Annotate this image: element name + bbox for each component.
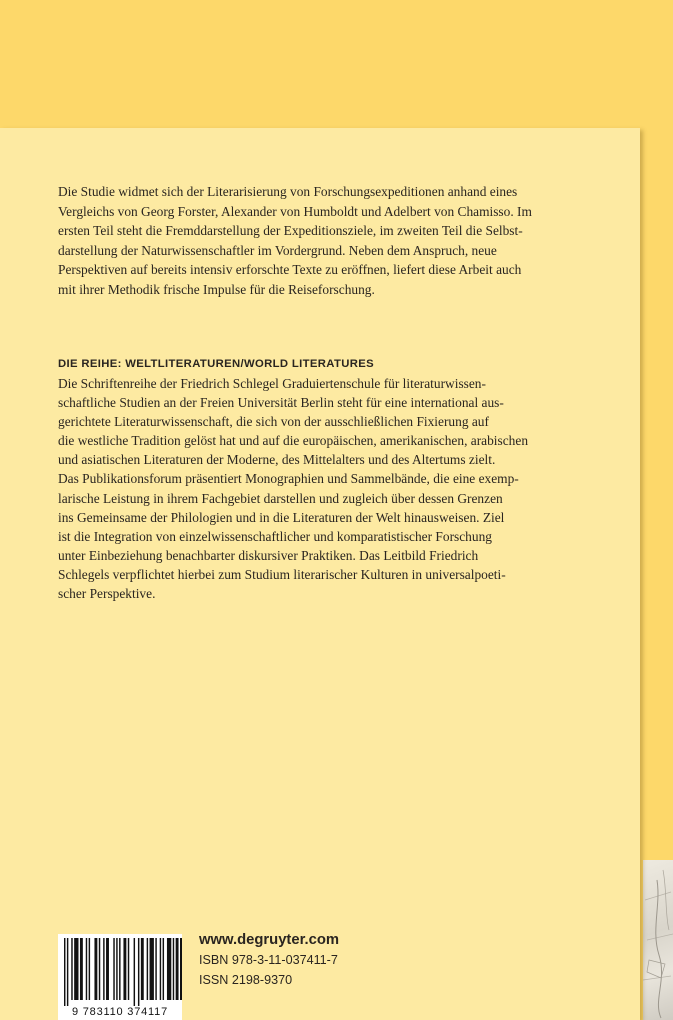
text-line: Die Schriftenreihe der Friedrich Schlegel Graduiertenschule für literaturwissen-	[58, 376, 486, 391]
text-line: darstellung der Naturwissenschaftler im Vordergrund. Neben dem Anspruch, neue	[58, 242, 497, 258]
barcode-digits: 9 783110 374117	[71, 1006, 168, 1018]
barcode-bar	[64, 938, 65, 1006]
barcode-bar	[167, 938, 171, 1000]
barcode-bar	[155, 938, 156, 1000]
text-line: ersten Teil steht die Fremddarstellung der Expeditionsziele, im zweiten Teil die Selbst-	[58, 223, 523, 239]
series-description	[58, 374, 572, 603]
barcode-bar	[99, 938, 100, 1000]
barcode-bar	[134, 938, 135, 1006]
text-line: Vergleichs von Georg Forster, Alexander von Humboldt und Adelbert von Chamisso. Im	[58, 203, 532, 219]
barcode-icon	[58, 934, 182, 1006]
barcode-bar	[80, 938, 83, 1000]
text-line: Die Studie widmet sich der Literarisierung von Forschungsexpeditionen anhand eines	[58, 184, 518, 199]
text-line: Das Publikationsforum präsentiert Monographien und Sammelbände, die eine exemp-	[58, 471, 519, 487]
text-line: Perspektiven auf bereits intensiv erforschte Texte zu eröffnen, liefert diese Arbeit auch	[58, 262, 522, 278]
cover-background	[0, 0, 673, 128]
isbn: ISBN 978-3-11-037411-7	[199, 953, 338, 967]
barcode-bar	[163, 938, 164, 1000]
barcode-bar	[74, 938, 78, 1000]
barcode-bar	[89, 938, 90, 1000]
barcode-bar	[123, 938, 126, 1000]
text-line: scher Perspektive.	[58, 586, 156, 602]
barcode-bar	[86, 938, 87, 1000]
barcode	[58, 934, 182, 1020]
barcode-bar	[138, 938, 139, 1006]
barcode-bar	[150, 938, 154, 1000]
barcode-bar	[67, 938, 68, 1006]
intro-paragraph	[58, 182, 572, 300]
barcode-bar	[103, 938, 104, 1000]
barcode-bar	[119, 938, 120, 1000]
barcode-bar	[94, 938, 97, 1000]
barcode-bar	[160, 938, 161, 1000]
barcode-bar	[71, 938, 72, 1000]
series-heading: DIE REIHE: WELTLITERATUREN/WORLD LITERATURES	[58, 358, 375, 370]
barcode-bar	[106, 938, 109, 1000]
barcode-bar	[173, 938, 174, 1000]
text-line: ist die Integration von einzelwissenschaftlicher und komparatistischer Forschung	[58, 528, 492, 544]
map-fragment-image	[643, 860, 673, 1020]
text-line: mit ihrer Methodik frische Impulse für die Reiseforschung.	[58, 281, 375, 297]
issn: ISSN 2198-9370	[199, 973, 293, 987]
text-line: die westliche Tradition gelöst hat und auf die europäischen, amerikanischen, arabischen	[58, 433, 529, 449]
back-cover-panel	[0, 128, 640, 1020]
text-line: schaftliche Studien an der Freien Universität Berlin steht für eine international aus-	[58, 395, 504, 411]
text-line: und asiatischen Literaturen der Moderne, des Mittelalters und des Altertums zielt.	[58, 452, 496, 468]
barcode-bar	[128, 938, 129, 1000]
publisher-website: www.degruyter.com	[199, 932, 340, 948]
barcode-bar	[176, 938, 179, 1000]
text-line: Schlegels verpflichtet hierbei zum Studium literarischer Kulturen in universalpoeti-	[58, 566, 506, 582]
text-line: larische Leistung in ihrem Fachgebiet darstellen und zugleich über dessen Grenzen	[58, 490, 503, 506]
text-line: ins Gemeinsame der Philologien und in die Literaturen der Welt hinausweisen. Ziel	[58, 509, 505, 525]
barcode-bar	[141, 938, 144, 1000]
barcode-bar	[116, 938, 117, 1000]
text-line: gerichtete Literaturwissenschaft, die sich von der ausschließlichen Fixierung auf	[58, 414, 489, 430]
text-line: unter Einbeziehung benachbarter diskursiver Praktiken. Das Leitbild Friedrich	[58, 547, 479, 563]
barcode-bar	[147, 938, 148, 1000]
barcode-bar	[180, 938, 182, 1000]
barcode-bar	[113, 938, 114, 1000]
